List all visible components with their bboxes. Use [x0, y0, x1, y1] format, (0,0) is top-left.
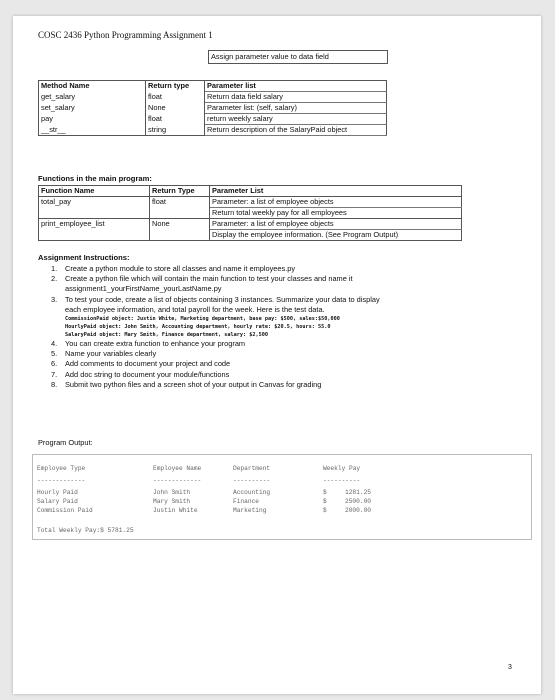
parameter-list: return weekly salary: [205, 114, 387, 125]
program-output-screenshot: [32, 454, 532, 540]
list-item: 5. Name your variables clearly: [51, 349, 157, 359]
document-title: COSC 2436 Python Programming Assignment 1: [38, 30, 213, 40]
header-return-type: Return Type: [150, 186, 210, 197]
table-row: [39, 114, 387, 125]
parameter-list: Parameter: a list of employee objects: [210, 219, 462, 230]
table1-top-cell: Assign parameter value to data field: [208, 50, 388, 64]
output-row: Hourly Paid John Smith Accounting $ 1281.25: [37, 489, 371, 496]
table-header-row: [39, 81, 387, 92]
document-page: [13, 16, 541, 694]
return-type: float: [146, 92, 205, 103]
header-parameter-list: Parameter List: [210, 186, 462, 197]
return-type: float: [150, 197, 210, 208]
table-row: [39, 219, 462, 230]
list-item: 6. Add comments to document your project and code: [51, 359, 231, 369]
output-header-row: Employee Type Employee Name Department Weekly Pay: [37, 465, 361, 472]
instructions-list: [51, 264, 491, 390]
list-item: 2. Create a python file which will contain the main function to test your classes and name it assignment1_yourFirstName_yourLastName.py: [51, 274, 353, 294]
output-total: Total Weekly Pay:$ 5781.25: [37, 527, 134, 534]
method-name: get_salary: [39, 92, 146, 103]
list-item: 8. Submit two python files and a screen shot of your output in Canvas for grading: [51, 379, 322, 389]
method-name: set_salary: [39, 103, 146, 114]
table-row: [39, 197, 462, 208]
header-method-name: Method Name: [39, 81, 146, 92]
return-type: None: [146, 103, 205, 114]
return-type: float: [146, 114, 205, 125]
output-row: Commission Paid Justin White Marketing $ 2000.00: [37, 507, 371, 514]
test-data-line: SalaryPaid object: Mary Smith, Finance department, salary: $2,500: [65, 332, 269, 339]
parameter-list: Parameter: a list of employee objects: [210, 197, 462, 208]
table-row: [39, 103, 387, 114]
function-name: print_employee_list: [39, 219, 150, 230]
return-type: None: [150, 219, 210, 230]
parameter-list: Return data field salary: [205, 92, 387, 103]
test-data-line: HourlyPaid object: John Smith, Accounting department, hourly rate: $20.5, hours: 55.0: [65, 324, 331, 331]
page-number: 3: [508, 664, 512, 671]
method-name: pay: [39, 114, 146, 125]
functions-table: [38, 185, 462, 241]
parameter-list: Return total weekly pay for all employees: [212, 208, 347, 217]
instructions-heading: Assignment Instructions:: [38, 253, 130, 262]
parameter-list: Parameter list: (self, salary): [205, 103, 387, 114]
table-row: [39, 125, 387, 136]
list-item: 4. You can create extra function to enhance your program: [51, 339, 246, 349]
test-data-line: CommissionPaid object: Justin White, Marketing department, base pay: $500, sales:$50,000: [65, 316, 340, 323]
table-row: [39, 92, 387, 103]
function-name: total_pay: [39, 197, 150, 208]
list-item: 1. Create a python module to store all classes and name it employees.py: [51, 264, 296, 273]
list-item: 3. To test your code, create a list of objects containing 3 instances. Summarize your data to display each employee information, and total payroll for the week. Here is the test data. CommissionPaid object: Justin White, Marketing department, base pay: $500, sales:$50,000 HourlyPaid object: John Smith, Accounting department, hourly rate: $20.5, hours: 55.0 SalaryPaid object: Mary Smith, Finance department, salary: $2,500: [51, 295, 491, 339]
table-header-row: [39, 186, 462, 197]
method-name: __str__: [39, 125, 146, 136]
methods-table: [38, 80, 387, 136]
parameter-list: Display the employee information. (See Program Output): [212, 230, 399, 239]
header-return-type: Return type: [146, 81, 205, 92]
output-row: Salary Paid Mary Smith Finance $ 2500.00: [37, 498, 371, 505]
header-parameter-list: Parameter list: [205, 81, 387, 92]
list-item: 7. Add doc string to document your module/functions: [51, 369, 230, 379]
functions-heading: Functions in the main program:: [38, 174, 152, 183]
program-output-label: Program Output:: [38, 438, 93, 447]
parameter-list: Return description of the SalaryPaid object: [205, 125, 387, 136]
return-type: string: [146, 125, 205, 136]
output-dash-row: ------------- ------------- ---------- ----------: [37, 477, 361, 484]
header-function-name: Function Name: [39, 186, 150, 197]
table-row: [39, 230, 462, 241]
table-row: [39, 208, 462, 219]
